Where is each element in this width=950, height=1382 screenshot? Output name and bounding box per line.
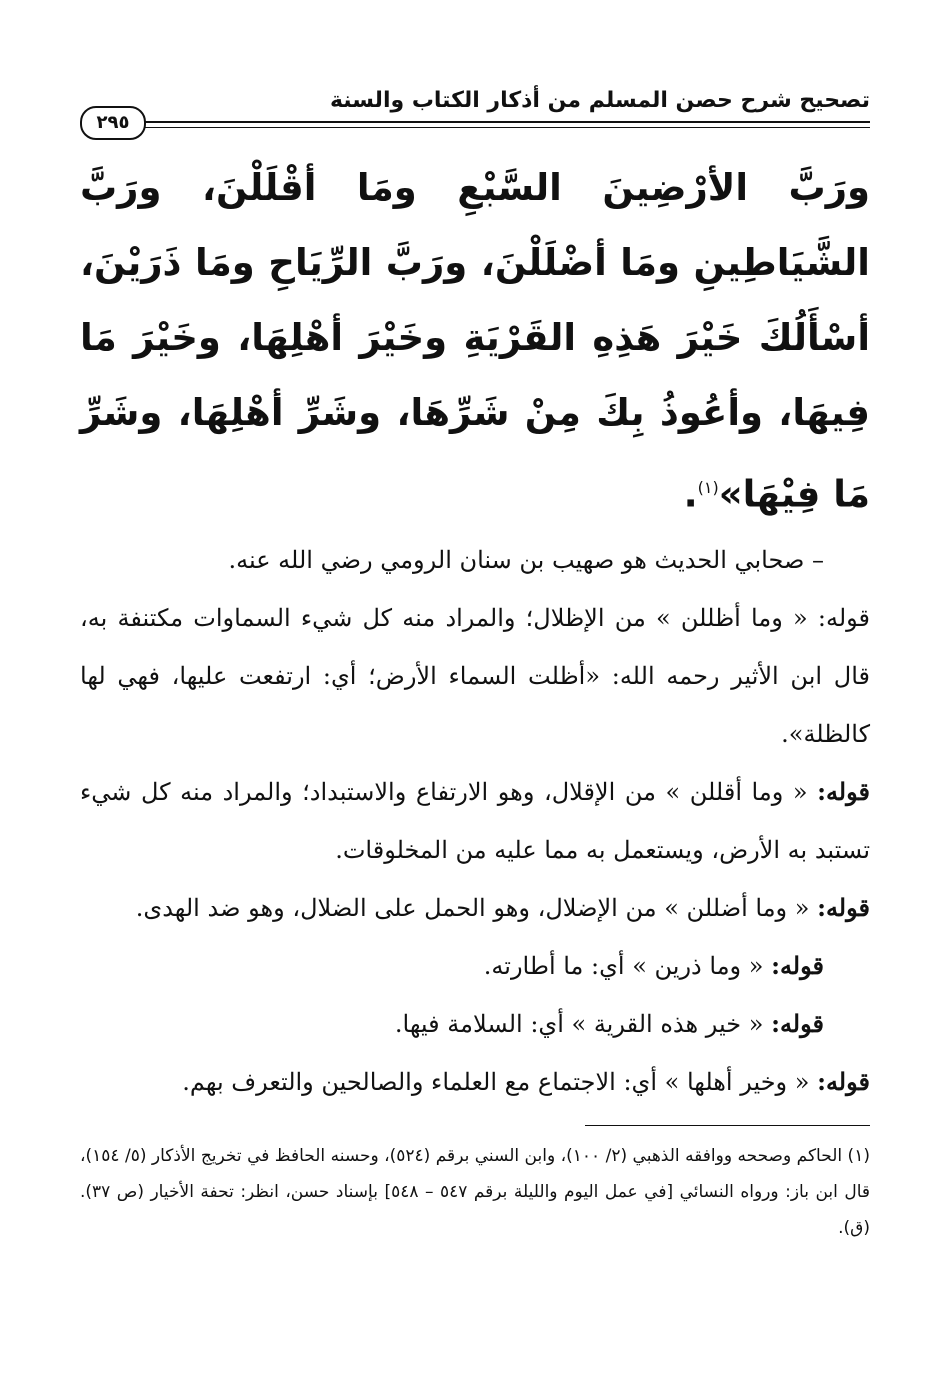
paragraph-text: « خير هذه القرية » أي: السلامة فيها. [394, 1010, 772, 1039]
hadith-end: . [683, 472, 698, 516]
main-text [80, 150, 870, 1111]
paragraph-companion [80, 531, 870, 589]
paragraph-azlalna [80, 589, 870, 763]
paragraph-lead: قوله: [771, 1009, 824, 1039]
hadith-body: ورَبَّ الأرْضِينَ السَّبْعِ ومَا أقْلَلْنَ، ورَبَّ الشَّيَاطِينِ ومَا أضْلَلْنَ، ورَبَّ الرِّيَاحِ ومَا ذَرَيْنَ، أسْأَلُكَ خَيْرَ هَذِهِ القَرْيَةِ وخَيْرَ أهْلِهَا، وخَيْرَ مَا فِيهَا، وأعُوذُ بِكَ مِنْ شَرِّهَا، وشَرِّ أهْلِهَا، وشَرِّ مَا فِيْهَا» [80, 166, 870, 516]
paragraph-text: – صحابي الحديث هو صهيب بن سنان الرومي رضي الله عنه. [228, 546, 824, 575]
paragraph-text: « وما ذرين » أي: ما أطارته. [483, 952, 772, 981]
paragraph-adlalna [80, 879, 870, 937]
paragraph-lead: قوله: [817, 893, 870, 923]
footnote-reference: (١) [697, 478, 719, 497]
paragraph-lead: قوله: [771, 951, 824, 981]
page-number-badge: ٢٩٥ [80, 106, 146, 140]
page-header [80, 88, 870, 140]
paragraph-text: قوله: « وما أظللن » من الإظلال؛ والمراد منه كل شيء السماوات مكتنفة به، قال ابن الأثير رحمه الله: «أظلت السماء الأرض؛ أي: ارتفعت عليها، فهي لها كالظلة». [80, 604, 870, 749]
paragraph-text: « وخير أهلها » أي: الاجتماع مع العلماء والصالحين والتعرف بهم. [182, 1068, 818, 1097]
header-rule [140, 121, 870, 123]
footnote: (١) الحاكم وصححه ووافقه الذهبي (٢/ ١٠٠)، وابن السني برقم (٥٢٤)، وحسنه الحافظ في تخريج الأذكار (٥/ ١٥٤)، قال ابن باز: ورواه النسائي [في عمل اليوم والليلة برقم ٥٤٧ – ٥٤٨] بإسناد حسن، انظر: تحفة الأخيار (ص ٣٧). (ق). [80, 1146, 870, 1238]
paragraph-lead: قوله: [817, 777, 870, 807]
header-rule-thin [140, 127, 870, 128]
running-title: تصحيح شرح حصن المسلم من أذكار الكتاب والسنة [329, 88, 870, 113]
paragraph-text: « وما أقللن » من الإقلال، وهو الارتفاع والاستبداد؛ والمراد منه كل شيء تستبد به الأرض، ويستعمل به مما عليه من المخلوقات. [80, 778, 870, 865]
footnote-separator [585, 1125, 870, 1126]
paragraph-qarya [80, 995, 870, 1053]
paragraph-dharayna [80, 937, 870, 995]
hadith-text [80, 150, 870, 531]
paragraph-text: « وما أضللن » من الإضلال، وهو الحمل على الضلال، وهو ضد الهدى. [135, 894, 818, 923]
paragraph-ahliha [80, 1053, 870, 1111]
paragraph-lead: قوله: [817, 1067, 870, 1097]
paragraph-aqlalna [80, 763, 870, 879]
